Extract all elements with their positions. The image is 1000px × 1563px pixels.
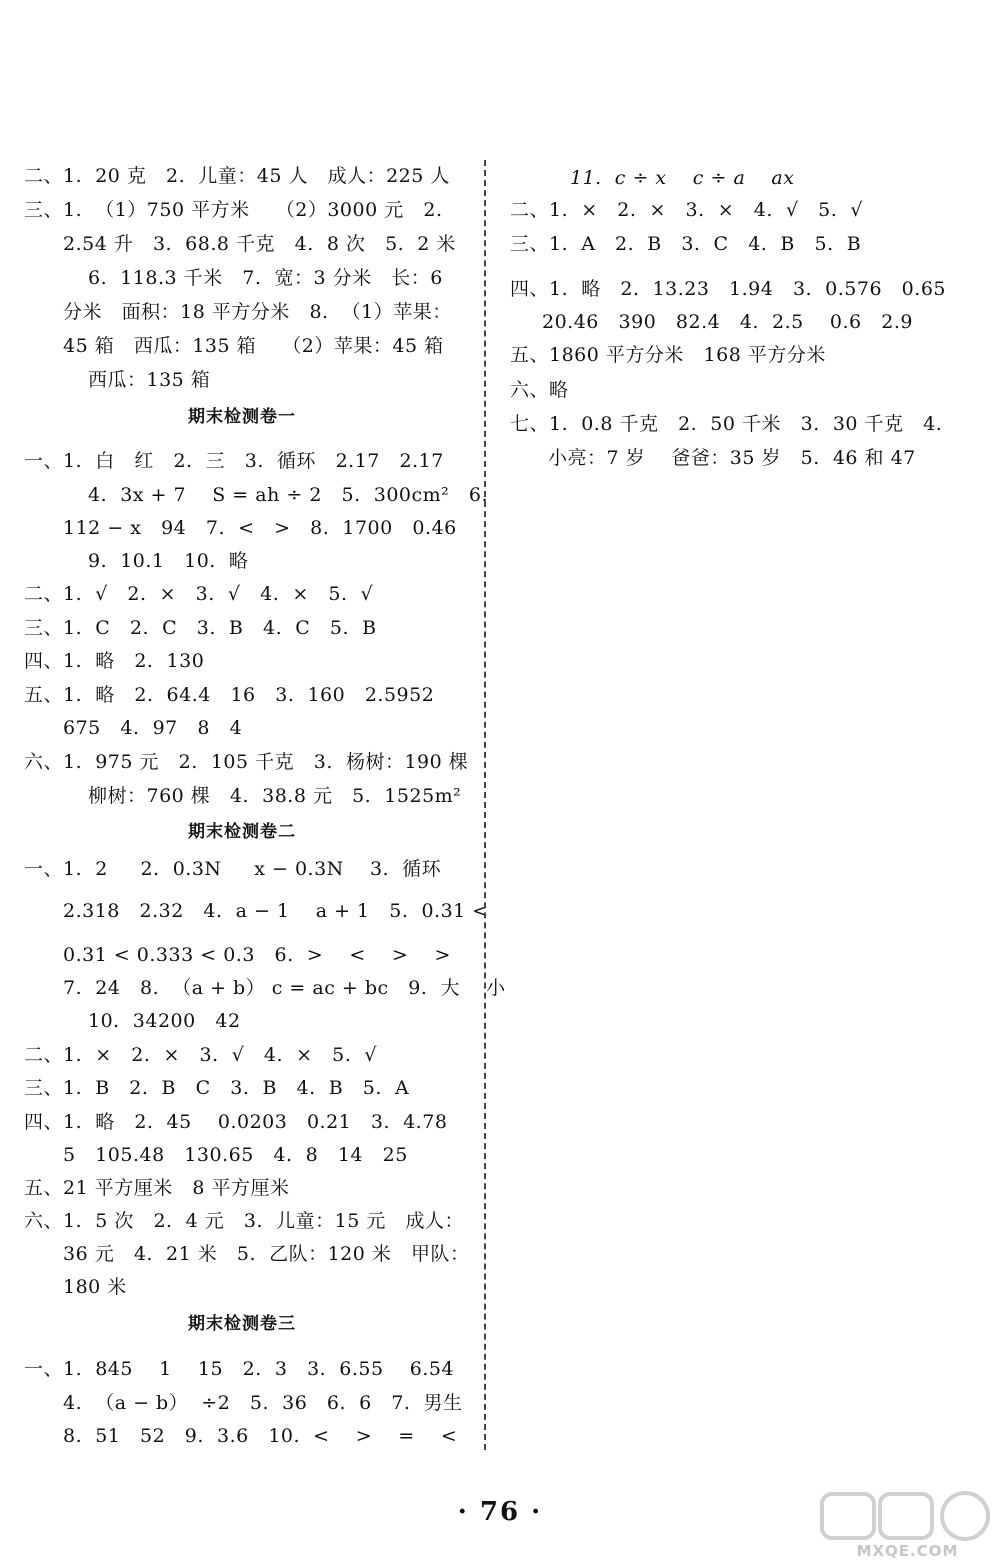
answer-line: 36 元 4. 21 米 5. 乙队：120 米 甲队：	[63, 1243, 470, 1265]
answer-line: 四、1. 略 2. 13.23 1.94 3. 0.576 0.65	[510, 278, 946, 300]
answer-line: 112 − x 94 7. < > 8. 1700 0.46	[63, 517, 457, 539]
answer-line: 二、1. × 2. × 3. × 4. √ 5. √	[510, 199, 863, 221]
answer-line: 9. 10.1 10. 略	[88, 550, 249, 572]
answer-line: 一、1. 白 红 2. 三 3. 循环 2.17 2.17	[24, 450, 444, 472]
answer-line: 二、1. √ 2. × 3. √ 4. × 5. √	[24, 583, 374, 605]
answer-line: 二、1. × 2. × 3. √ 4. × 5. √	[24, 1044, 377, 1066]
answer-line: 8. 51 52 9. 3.6 10. < > = <	[63, 1425, 458, 1447]
answer-line: 五、1860 平方分米 168 平方分米	[510, 344, 826, 366]
answer-line: 一、1. 2 2. 0.3N x − 0.3N 3. 循环	[24, 858, 442, 880]
answer-line: 675 4. 97 8 4	[63, 717, 243, 739]
answer-line: 20.46 390 82.4 4. 2.5 0.6 2.9	[542, 311, 913, 333]
answer-line: 4. （a − b） ÷2 5. 36 6. 6 7. 男生	[63, 1392, 463, 1414]
answer-line: 5 105.48 130.65 4. 8 14 25	[63, 1144, 408, 1166]
watermark-logo	[820, 1490, 995, 1560]
answer-line: 三、1. A 2. B 3. C 4. B 5. B	[510, 233, 862, 255]
column-divider	[484, 160, 486, 1450]
answer-line: 三、1. C 2. C 3. B 4. C 5. B	[24, 617, 377, 639]
answer-line: 2.318 2.32 4. a − 1 a + 1 5. 0.31 <	[63, 900, 489, 922]
answer-line: 三、1. B 2. B C 3. B 4. B 5. A	[24, 1077, 410, 1099]
answer-line: 10. 34200 42	[88, 1010, 241, 1032]
watermark-text: MXQE.COM	[856, 1542, 959, 1560]
section-heading: 期末检测卷三	[188, 1314, 296, 1334]
answer-line: 2.54 升 3. 68.8 千克 4. 8 次 5. 2 米	[63, 233, 456, 255]
answer-line: 三、1. （1）750 平方米 （2）3000 元 2.	[24, 199, 443, 221]
answer-line: 西瓜：135 箱	[88, 369, 211, 391]
answer-line: 一、1. 845 1 15 2. 3 3. 6.55 6.54	[24, 1358, 455, 1380]
page-number: · 76 ·	[457, 1497, 543, 1527]
answer-line: 180 米	[63, 1276, 127, 1298]
answer-line: 六、1. 5 次 2. 4 元 3. 儿童：15 元 成人：	[24, 1210, 464, 1232]
answer-line: 小亮：7 岁 爸爸：35 岁 5. 46 和 47	[548, 447, 916, 469]
answer-line: 五、21 平方厘米 8 平方厘米	[24, 1177, 290, 1199]
answer-line: 四、1. 略 2. 45 0.0203 0.21 3. 4.78	[24, 1111, 448, 1133]
answer-line: 柳树：760 棵 4. 38.8 元 5. 1525m²	[88, 785, 462, 807]
answer-line: 分米 面积：18 平方分米 8. （1）苹果：	[63, 301, 452, 323]
answer-line: 7. 24 8. （a + b） c = ac + bc 9. 大 小	[63, 977, 506, 999]
section-heading: 期末检测卷一	[188, 407, 296, 427]
answer-line: 6. 118.3 千米 7. 宽：3 分米 长：6	[88, 267, 443, 289]
answer-line: 四、1. 略 2. 130	[24, 650, 205, 672]
answer-line: 11. c ÷ x c ÷ a ax	[570, 167, 795, 189]
answer-line: 七、1. 0.8 千克 2. 50 千米 3. 30 千克 4.	[510, 413, 943, 435]
answer-line: 六、略	[510, 379, 569, 401]
watermark-glyph-icon	[820, 1490, 995, 1542]
answer-line: 六、1. 975 元 2. 105 千克 3. 杨树：190 棵	[24, 751, 469, 773]
answer-line: 4. 3x + 7 S = ah ÷ 2 5. 300cm² 6.	[88, 484, 489, 506]
answer-line: 二、1. 20 克 2. 儿童：45 人 成人：225 人	[24, 165, 450, 187]
answer-line: 五、1. 略 2. 64.4 16 3. 160 2.5952	[24, 684, 435, 706]
answer-line: 0.31 < 0.333 < 0.3 6. > < > >	[63, 944, 451, 966]
answer-line: 45 箱 西瓜：135 箱 （2）苹果：45 箱	[63, 335, 444, 357]
section-heading: 期末检测卷二	[188, 822, 296, 842]
